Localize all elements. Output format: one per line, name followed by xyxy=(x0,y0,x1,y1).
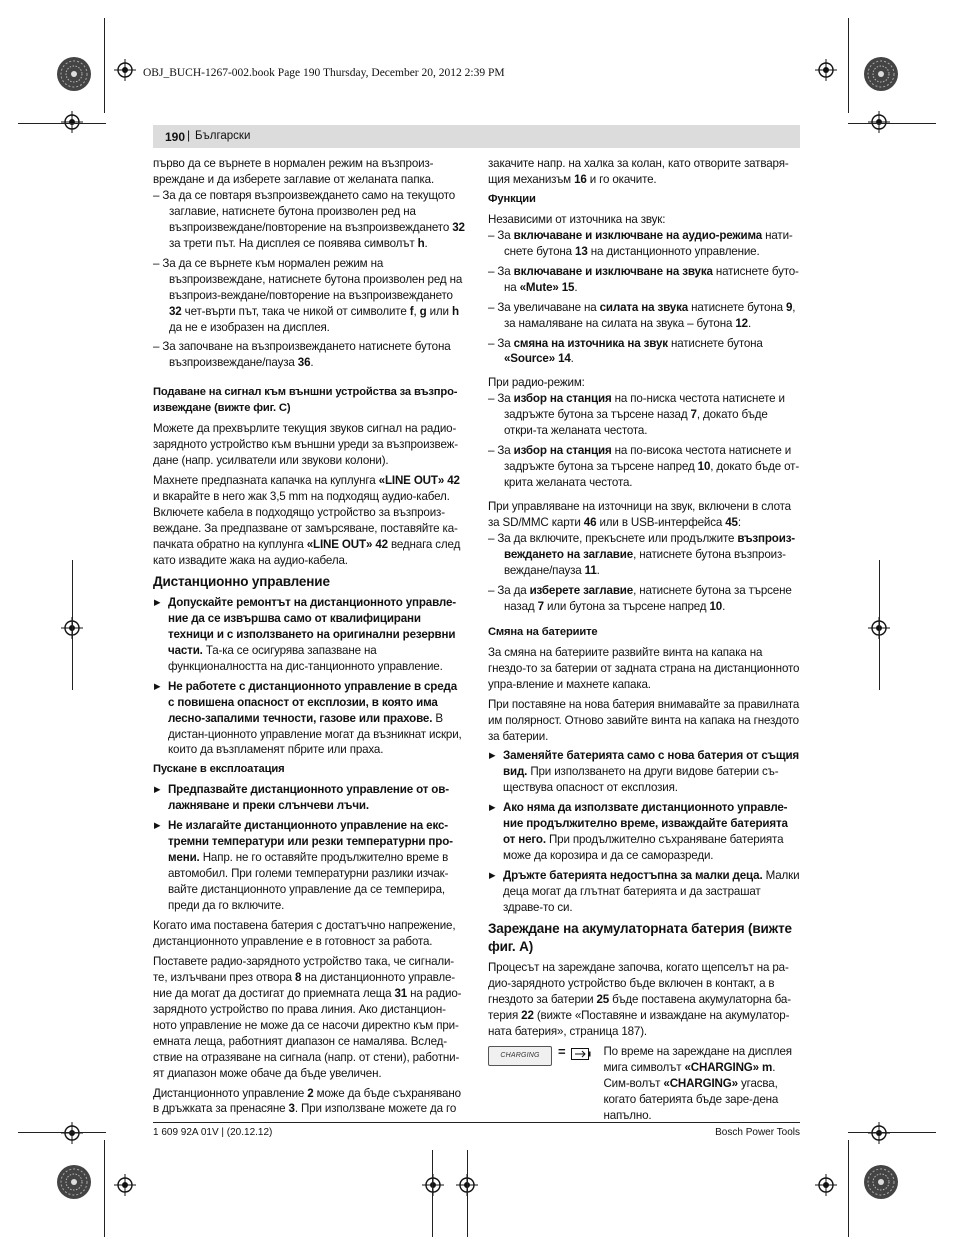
paragraph: Поставете радио-зарядното устройство така, че сигнали-те, излъчвани през отвора 8 на дистанционното управле-ние да могат да достигат до приемната леща 31 на радио-зарядното устройство по права линия. Ако дистанцион-ното управление не може да се насочи директно към при-емната леща, работният диапазон се намалява. Вслед-ствие на отразяване на сигнала (напр. от стени), работни-ят диапазон може обаче да бъде увеличен. xyxy=(153,954,462,1080)
section-heading: Дистанционно управление xyxy=(153,573,330,589)
header-language: Български xyxy=(195,130,251,142)
list-item: – За включаване и изключване на звука натиснете буто-на «Mute» 15. xyxy=(488,264,799,294)
subheading: Подаване на сигнал към външни устройства за възпро-извеждане (вижте фиг. C) xyxy=(153,386,458,415)
registration-mark-icon xyxy=(61,1122,83,1144)
warning-item: ▶ Не работете с дистанционното управление в среда с повишена опасност от експлозии, в която има лесно-запалими течности, газове или прахове. В дистан-ционното управление могат да възникнат искри, които да възпламенят пбрите или праха. xyxy=(153,679,465,759)
subheading: Смяна на батериите xyxy=(488,625,598,638)
subheading: Пускане в експлоатация xyxy=(153,763,285,776)
warning-item: ▶ Заменяйте батерията само с нова батерия от същия вид. При използването на други видове батерии съ-ществува опасност от експлозия. xyxy=(488,748,800,796)
registration-mark-icon xyxy=(61,111,83,133)
print-dial-icon xyxy=(863,56,899,92)
crop-line xyxy=(18,123,106,124)
list-item: – За увеличаване на силата на звука натиснете бутона 9, за намаляване на силата на звука – бутона 12. xyxy=(488,300,796,330)
footer-rule xyxy=(153,1122,800,1123)
footer-brand: Bosch Power Tools xyxy=(715,1127,800,1138)
list-item: – За избор на станция на по-висока честота натиснете и задръжте бутона за търсене напред 10, докато бъде от-крита желаната честота. xyxy=(488,444,800,490)
crop-line xyxy=(879,560,880,690)
crop-line xyxy=(104,1140,105,1237)
footer-doc-number: 1 609 92A 01V | (20.12.12) xyxy=(153,1127,273,1138)
crop-line xyxy=(848,123,936,124)
crop-line xyxy=(432,1150,433,1237)
crop-line xyxy=(467,1150,468,1237)
right-column xyxy=(488,156,800,1124)
crop-line xyxy=(848,18,849,113)
lcd-display xyxy=(488,1046,552,1066)
registration-mark-icon xyxy=(422,1174,444,1196)
paragraph: При управляване на източници на звук, включени в слота за SD/MMC карти 46 или в USB-интерфейса 45: xyxy=(488,500,791,530)
warning-item: ▶ Не излагайте дистанционното управление на екс-тремни температури или резки температурни про-мени. Напр. не го оставяйте продължително време в автомобил. При големи температурни разлики изчак-вайте дистанционното управление да се темперира, преди да го включите. xyxy=(153,818,465,914)
paragraph: Дистанционното управление 2 може да бъде съхранявано в дръжката за пренасяне 3. При използване можете да го xyxy=(153,1086,461,1116)
paragraph: По време на зареждане на дисплея мига символът «CHARGING» m. Сим-волът «CHARGING» угасва, когато батерията бъде заре-дена напълно. xyxy=(603,1044,792,1122)
list-item: – За избор на станция на по-ниска честота натиснете и задръжте бутона за търсене назад 7, докато бъде откри-та желаната честота. xyxy=(488,392,785,438)
paragraph: първо да се върнете в нормален режим на възпроиз-вреждане и да изберете заглавие от желаната папка. xyxy=(153,157,435,186)
paragraph: За смяна на батериите развийте винта на капака на гнездо-то за батерии от задната страна на дистанционното упра-вление и махнете капака. xyxy=(488,645,800,691)
subheading: Функции xyxy=(488,192,536,205)
page-header xyxy=(153,125,800,148)
list-item: – За включаване и изключване на аудио-режима нати-снете бутона 13 на дистанционното управление. xyxy=(488,228,793,258)
crop-line xyxy=(72,560,73,690)
registration-mark-icon xyxy=(815,59,837,81)
warning-item: ▶ Дръжте батерията недостъпна за малки деца. Малки деца могат да глътнат батерията и да застрашат здраве-то си. xyxy=(488,868,800,916)
list-item: – За да се върнете към нормален режим на възпроизвеждане, натиснете бутона произволен ред на възпроиз-веждане/повторение на възпроизвеждането 32 чет-върти път, така че никой от символите f, g или h да не е изобразен на дисплея. xyxy=(153,256,463,334)
print-dial-icon xyxy=(863,1164,899,1200)
list-item: – За смяна на източника на звук натиснете бутона «Source» 14. xyxy=(488,336,763,366)
registration-mark-icon xyxy=(868,1122,890,1144)
paragraph: Можете да прехвърлите текущия звуков сигнал на радио-зарядното устройство към външни уреди за възпроизвеж-дане (напр. усилватели или звукови колони). xyxy=(153,422,458,468)
left-column xyxy=(153,156,465,1121)
paragraph: Когато има поставена батерия с достатъчно напрежение, дистанционното управление е в готовност за работа. xyxy=(153,918,456,948)
page-number: 190 xyxy=(165,130,186,144)
crop-line xyxy=(848,1132,936,1133)
charging-display-figure xyxy=(488,1044,800,1124)
registration-mark-icon xyxy=(868,111,890,133)
list-item: – За започване на възпроизвеждането натиснете бутона възпроизвеждане/пауза 36. xyxy=(153,340,451,370)
registration-mark-icon xyxy=(114,59,136,81)
warning-item: ▶ Допускайте ремонтът на дистанционното управле-ние да се извършва само от квалифицирани техници и с използването на оригинални резервни части. Та-ка се осигурява запазване на функционалността на дис-танционното управление. xyxy=(153,595,465,675)
paragraph: При поставяне на нова батерия внимавайте за правилната им полярност. Отново завийте винта на капака на гнездото за батерии. xyxy=(488,697,800,743)
registration-mark-icon xyxy=(815,1174,837,1196)
registration-mark-icon xyxy=(114,1174,136,1196)
warning-item: ▶ Ако няма да използвате дистанционното управле-ние продължително време, изваждайте батерията от него. При продължително съхраняване батерията може да корозира и да се саморазреди. xyxy=(488,800,800,864)
crop-line xyxy=(18,1132,106,1133)
paragraph: Независими от източника на звук: xyxy=(488,212,666,226)
paragraph: Процесът на зареждане започва, когато щепселът на ра-дио-зарядното устройство бъде включен в контакт, а в гнездото за батерии 25 бъде поставена акумулаторна ба-терия 22 (вижте «Поставяне и изваждане на акумулатор-ната батерия», страница 187). xyxy=(488,960,791,1038)
paragraph: При радио-режим: xyxy=(488,376,585,390)
crop-line xyxy=(848,1140,849,1237)
equals-sign: = xyxy=(558,1043,566,1059)
list-item: – За да изберете заглавие, натиснете бутона за търсене назад 7 или бутона за търсене напред 10. xyxy=(488,583,792,613)
list-item: – За да включите, прекъснете или продължите възпроиз-веждането на заглавие, натиснете бутона възпроиз-веждане/пауза 11. xyxy=(488,532,796,577)
paragraph: Махнете предпазната капачка на куплунга «LINE OUT» 42 и вкарайте в него жак 3,5 mm на подходящ аудио-кабел. Включете кабела в подходящо устройство за възпроиз-веждане. За предпазване от замърсяване, поставяйте ка-пачката обратно на куплунга «LINE OUT» 42 веднага след като извадите жака на аудио-кабела. xyxy=(153,474,461,567)
print-dial-icon xyxy=(56,1164,92,1200)
section-heading: Зареждане на акумулаторната батерия (вижте фиг. A) xyxy=(488,920,792,954)
battery-charging-icon xyxy=(571,1048,591,1060)
crop-line xyxy=(104,18,105,113)
lcd-text: CHARGING xyxy=(500,1051,540,1059)
list-item: – За да се повтаря възпроизвеждането само на текущото заглавие, натиснете бутона произволен ред на възпроизвеждане/повторение на възпроизвеждането 32 за трети път. На дисплея се появява символът h. xyxy=(153,188,465,250)
warning-item: ▶ Предпазвайте дистанционното управление от ов-лажняване и преки слънчеви лъчи. xyxy=(153,782,465,814)
book-slug: OBJ_BUCH-1267-002.book Page 190 Thursday, December 20, 2012 2:39 PM xyxy=(143,67,505,79)
print-dial-icon xyxy=(56,56,92,92)
header-separator: | xyxy=(187,128,191,142)
paragraph: закачите напр. на халка за колан, като отворите затваря-щия механизъм 16 и го окачите. xyxy=(488,157,789,186)
